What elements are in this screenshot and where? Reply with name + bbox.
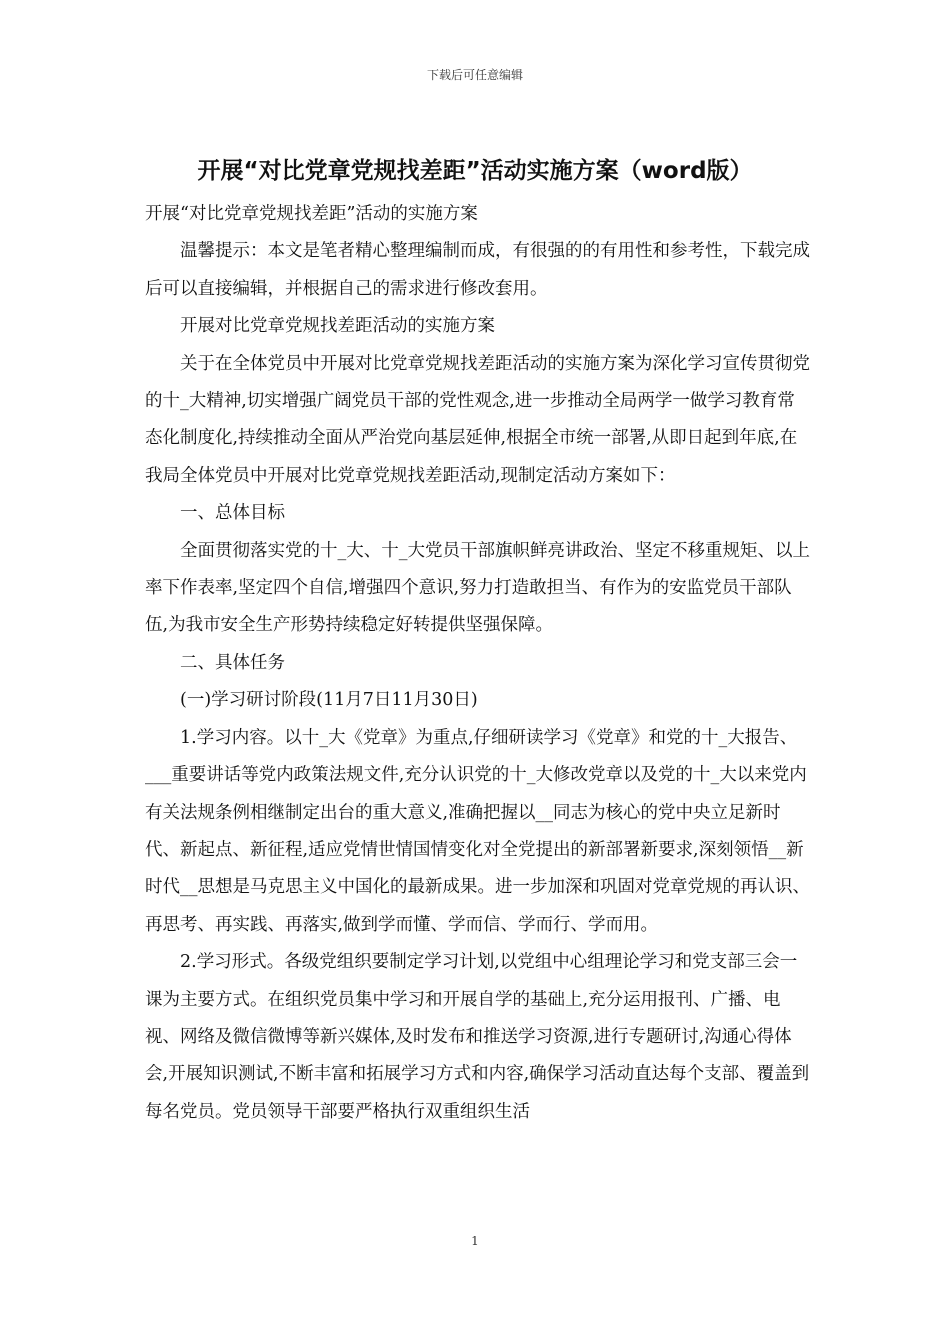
plan-heading: 开展对比党章党规找差距活动的实施方案 (180, 316, 495, 337)
section-heading-tasks: 二、具体任务 (180, 652, 285, 673)
header-note: 下载后可任意编辑 (426, 68, 523, 82)
subsection-heading-study: (一)学习研讨阶段(11月7日11月30日) (180, 690, 478, 711)
intro-paragraph: 关于在全体党员中开展对比党章党规找差距活动的实施方案为深化学习宣传贯彻党的十_大精神,切实增强广阔党员干部的党性观念,进一步推动全局两学一做学习教育常态化制度化,持续推动全面从严治党向基层延伸,根据全市统一部署,从即日起到年底,在我局全体党员中开展对比党章党规找差距活动,现制定活动方案如下： (145, 353, 810, 486)
subtitle-paragraph: 开展“对比党章党规找差距”活动的实施方案 (145, 204, 478, 224)
tip-paragraph: 温馨提示：本文是笔者精心整理编制而成，有很强的的有用性和参考性，下载完成后可以直接编辑，并根据自己的需求进行修改套用。 (145, 241, 810, 299)
document-body (145, 196, 810, 1131)
goals-paragraph: 全面贯彻落实党的十_大、十_大党员干部旗帜鲜亮讲政治、坚定不移重规矩、以上率下作表率,坚定四个自信,增强四个意识,努力打造敢担当、有作为的安监党员干部队伍,为我市安全生产形势持续稳定好转提供坚强保障。 (145, 540, 810, 636)
document-title: 开展“对比党章党规找差距”活动实施方案（word版） (197, 158, 753, 184)
section-heading-goals: 一、总体目标 (180, 503, 285, 524)
study-form-paragraph: 2.学习形式。各级党组织要制定学习计划,以党组中心组理论学习和党支部三会一课为主要方式。在组织党员集中学习和开展自学的基础上,充分运用报刊、广播、电视、网络及微信微博等新兴媒体,及时发布和推送学习资源,进行专题研讨,沟通心得体会,开展知识测试,不断丰富和拓展学习方式和内容,确保学习活动直达每个支部、覆盖到每名党员。党员领导干部要严格执行双重组织生活 (145, 952, 810, 1122)
study-content-paragraph: 1.学习内容。以十_大《党章》为重点,仔细研读学习《党章》和党的十_大报告、___重要讲话等党内政策法规文件,充分认识党的十_大修改党章以及党的十_大以来党内有关法规条例相继制定出台的重大意义,准确把握以__同志为核心的党中央立足新时代、新起点、新征程,适应党情世情国情变化对全党提出的新部署新要求,深刻领悟__新时代__思想是马克思主义中国化的最新成果。进一步加深和巩固对党章党规的再认识、再思考、再实践、再落实,做到学而懂、学而信、学而行、学而用。 (145, 727, 810, 935)
page-number: 1 (471, 1234, 479, 1248)
